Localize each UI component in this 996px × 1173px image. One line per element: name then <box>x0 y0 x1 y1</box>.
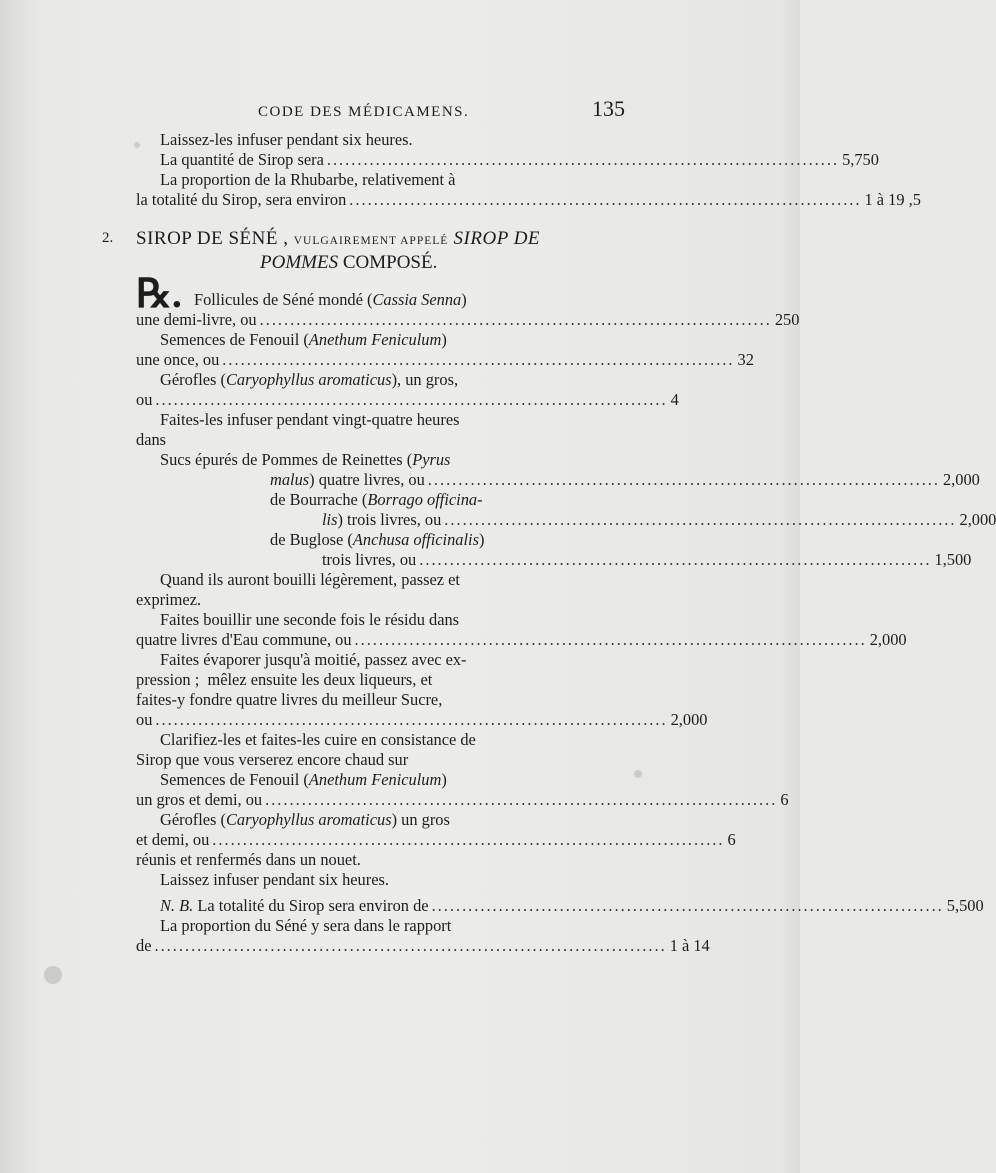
entry-line: ou .................................................................................... 2,000 <box>136 710 708 729</box>
text-line: Follicules de Séné mondé ( Cassia Senna ) <box>194 290 467 309</box>
text-line: pression ; mêlez ensuite les deux liqueurs, et <box>136 670 433 689</box>
running-title: CODE DES MÉDICAMENS. <box>258 104 470 120</box>
foxing-spot <box>634 770 642 778</box>
text-line: Sirop que vous verserez encore chaud sur <box>136 750 409 769</box>
dot-leader: .................................................................................... <box>326 150 840 169</box>
heading-title-a: SIROP DE SÉNÉ , <box>136 228 289 249</box>
text-line: faites-y fondre quatre livres du meilleur Sucre, <box>136 690 443 709</box>
page-header <box>0 96 800 130</box>
dot-leader: .................................................................................... <box>155 710 668 729</box>
entry-line: quatre livres d'Eau commune, ou .................................................................................... 2,000 <box>136 630 907 649</box>
text-line: exprimez. <box>136 590 202 609</box>
text-line: Faites bouillir une seconde fois le résidu dans <box>160 610 460 629</box>
text-line: de Bourrache ( Borrago officina- <box>270 490 483 509</box>
heading-title-d: COMPOSÉ. <box>342 252 438 273</box>
entry-line: la totalité du Sirop, sera environ .................................................................................... 1 à 19 ,5 <box>136 190 921 209</box>
text-line: Faites-les infuser pendant vingt-quatre heures <box>160 410 460 429</box>
section-heading <box>102 228 612 278</box>
heading-title-c: POMMES <box>260 252 339 273</box>
dot-leader: .................................................................................... <box>259 310 772 329</box>
foxing-spot <box>44 966 62 984</box>
entry-line: trois livres, ou .................................................................................... 1,500 <box>322 550 972 569</box>
dot-leader: .................................................................................... <box>265 790 778 809</box>
text-line: Semences de Fenouil ( Anethum Feniculum ) <box>160 770 447 789</box>
section-number: 2. <box>102 230 114 246</box>
entry-line: de .................................................................................... 1 à 14 <box>136 936 710 955</box>
entry-line: une once, ou .................................................................................... 32 <box>136 350 754 369</box>
heading-title-b: SIROP DE <box>453 228 541 249</box>
entry-line: malus ) quatre livres, ou .................................................................................... 2,000 <box>270 470 980 489</box>
text-line: Sucs épurés de Pommes de Reinettes ( Pyrus <box>160 450 451 469</box>
entry-line: une demi-livre, ou .................................................................................... 250 <box>136 310 800 329</box>
text-line: Gérofles ( Caryophyllus aromaticus ), un gros, <box>160 370 459 389</box>
text-line: Gérofles ( Caryophyllus aromaticus ) un gros <box>160 810 450 829</box>
text-line: Laissez-les infuser pendant six heures. <box>160 130 413 149</box>
notes <box>136 896 984 956</box>
text-line: Semences de Fenouil ( Anethum Feniculum ) <box>160 330 447 349</box>
dot-leader: .................................................................................... <box>419 550 932 569</box>
dot-leader: .................................................................................... <box>444 510 957 529</box>
dot-leader: .................................................................................... <box>431 896 944 915</box>
entry-line: lis ) trois livres, ou .................................................................................... 2,000 <box>322 510 996 529</box>
quantity-value: 5,750 <box>842 150 879 169</box>
entry-line: ou .................................................................................... 4 <box>136 390 679 409</box>
text-line: de Buglose ( Anchusa officinalis ) <box>270 530 485 549</box>
dot-leader: .................................................................................... <box>349 190 862 209</box>
text-line: Quand ils auront bouilli légèrement, passez et <box>160 570 460 589</box>
text-line: Clarifiez-les et faites-les cuire en consistance de <box>160 730 476 749</box>
dot-leader: .................................................................................... <box>212 830 725 849</box>
page-number: 135 <box>592 96 625 121</box>
entry-line: et demi, ou .................................................................................... 6 <box>136 830 736 849</box>
dot-leader: .................................................................................... <box>155 390 668 409</box>
page-body <box>102 130 996 956</box>
entry-line: N. B. La totalité du Sirop sera environ de .................................................................................... 5,500 <box>160 896 984 915</box>
dot-leader: .................................................................................... <box>222 350 735 369</box>
text-line: La proportion du Séné y sera dans le rapport <box>160 916 452 935</box>
ratio-value: 1 à 19 ,5 <box>864 190 921 209</box>
heading-small-caps: VULGAIREMENT APPELÉ <box>293 235 449 247</box>
text-line: dans <box>136 430 167 449</box>
dot-leader: .................................................................................... <box>427 470 940 489</box>
text-line: Laissez infuser pendant six heures. <box>160 870 389 889</box>
recipe-symbol: ℞. <box>136 271 182 316</box>
text-line: La proportion de la Rhubarbe, relativement à <box>160 170 456 189</box>
recipe <box>136 271 996 890</box>
text-line: réunis et renfermés dans un nouet. <box>136 850 361 869</box>
entry-line: un gros et demi, ou .................................................................................... 6 <box>136 790 789 809</box>
dot-leader: .................................................................................... <box>354 630 867 649</box>
text-line: Faites évaporer jusqu'à moitié, passez avec ex- <box>160 650 467 669</box>
dot-leader: .................................................................................... <box>154 936 667 955</box>
entry-line: La quantité de Sirop sera .................................................................................... 5,750 <box>160 150 879 169</box>
nota-bene: N. B. <box>160 896 194 915</box>
